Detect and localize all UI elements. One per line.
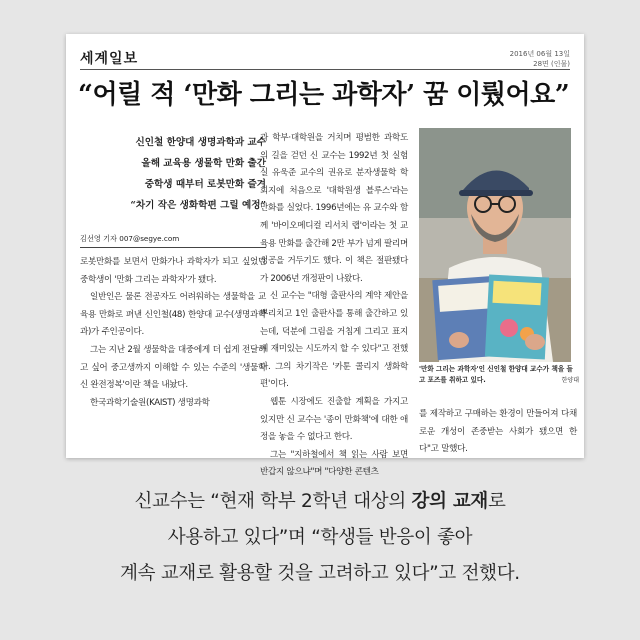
quote-caption [0,484,640,592]
paragraph: 그는 "지하철에서 책 읽는 사람 보면 반갑지 않으냐"며 "다양한 콘텐츠 [260,449,408,478]
photo-caption [419,364,579,386]
date-line [510,49,570,69]
subhead: 신인철 한양대 생명과학과 교수 [135,137,266,148]
paragraph: 로봇만화를 보면서 만화가나 과학자가 되고 싶었던 중학생이 '만화 그리는 과학자'가 됐다. [80,257,266,285]
subhead: “차기 작은 생화학편 그릴 예정” [130,200,266,211]
paragraph: 과 학부·대학원을 거치며 평범한 과학도의 길을 걷던 신 교수는 1992년 첫 실험실 유욱준 교수의 권유로 분자생물학 학회지에 처음으로 '대학원생 블루스'라는 만화를 실었다. 1996년에는 유 교수와 함께 '바이오메디컬 리서치 랩'이라는 첫 교육용 만화를 출간해 2만 부가 넘게 팔리며 성공을 거두기도 했다. 이 책은 절판됐다가 2006년 개정판이 나왔다. [260,133,408,284]
article-column-1 [80,254,266,412]
newspaper-clipping [66,34,584,478]
portrait-illustration [419,128,571,362]
paragraph: 한국과학기술원(KAIST) 생명과학 [90,397,210,408]
quote-line-2: 사용하고 있다”며 “학생들 반응이 좋아 [167,527,473,548]
paragraph: 신 교수는 "대형 출판사의 계약 제안을 뿌리치고 1인 출판사를 통해 출간하고 있는데, 덕분에 그림을 거침게 그리고 표지에 재미있는 시도까지 할 수 있다"고 전했다. 그의 차기작은 '카툰 콜리지 생화학편'이다. [260,291,408,390]
quote-line-3: 계속 교재로 활용할 것을 고려하고 있다”고 전했다. [120,563,520,584]
quote-line-1-end: 로 [487,491,506,512]
paragraph: 를 제작하고 구매하는 환경이 만들어져 다채로운 개성이 존중받는 사회가 됐으면 한다"고 말했다. [419,409,577,455]
paragraph: 그는 지난 2월 생물학을 대중에게 더 쉽게 전달하고 싶어 중고생까지 이해할 수 있는 수준의 '생물학 신 완전정복'이란 책을 내놨다. [80,344,266,391]
portrait-photo [419,128,571,362]
page-number: 28면 (인물) [533,60,570,68]
quote-line-1-start: 신교수는 “현재 학부 2학년 대상의 [134,491,412,512]
quote-line-1 [0,484,640,520]
paragraph: 웹툰 시장에도 진출할 계획을 가지고 있지만 신 교수는 '종이 만화책'에 대한 애정을 놓을 수 없다고 한다. [260,396,408,443]
paragraph: 일반인은 물론 전공자도 어려워하는 생물학을 교육용 만화로 펴낸 신인철(48) 한양대 교수(생명과학과)가 주인공이다. [80,292,266,338]
article-column-3 [419,406,577,459]
caption-text: '만화 그리는 과학자'인 신인철 한양대 교수가 책을 들고 포즈를 취하고 있다. [419,365,573,384]
photo-credit: 한양대 [561,377,579,384]
headline: “어릴 적 ‘만화 그리는 과학자’ 꿈 이뤘어요” [78,80,570,110]
publication-date: 2016년 06월 13일 [509,50,570,58]
headline-rule [80,69,570,70]
byline: 김선영 기자 007@segye.com [80,234,266,248]
masthead: 세계일보 [80,51,139,67]
article-column-2 [260,130,408,482]
subhead: 올해 교육용 생물학 만화 출간 [141,158,266,169]
quote-emphasis: 강의 교재 [411,491,488,512]
subhead: 중학생 때부터 로봇만화 즐겨 [144,179,266,190]
subheads [96,132,266,216]
